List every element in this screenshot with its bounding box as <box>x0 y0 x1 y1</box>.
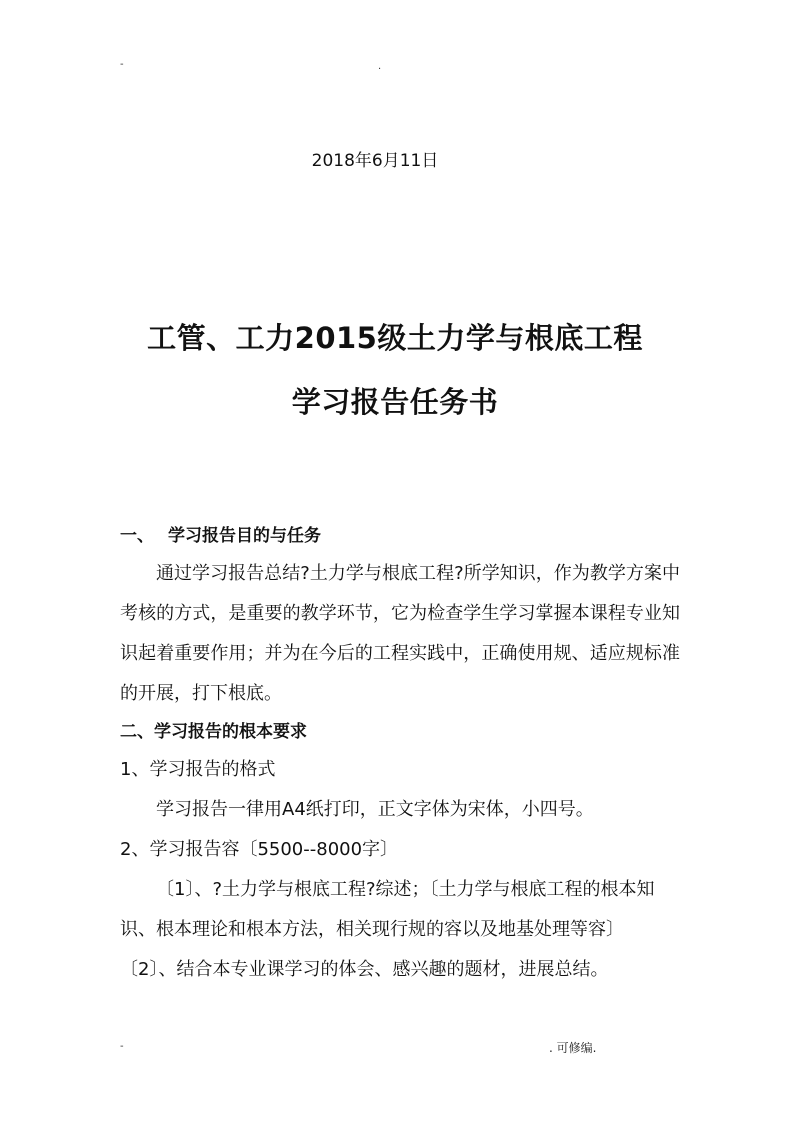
section2-item1-heading: 1、学习报告的格式 <box>120 759 276 780</box>
section1-paragraph: 通过学习报告总结?土力学与根底工程?所学知识，作为教学方案中考核的方式，是重要的教学环节，它为检查学生学习掌握本课程专业知识起着重要作用；并为在今后的工程实践中，正确使用规、适应规标准的开展，打下根底。 <box>120 563 680 704</box>
footer-text: . 可修编. <box>549 1041 597 1055</box>
document-title-line1: 工管、工力2015级土力学与根底工程 <box>147 321 643 355</box>
header-mark-center: . <box>378 61 382 72</box>
section1-number: 一、 <box>120 526 154 546</box>
section1-title: 学习报告目的与任务 <box>168 526 321 546</box>
section1-heading <box>120 518 680 554</box>
document-body <box>120 518 680 990</box>
section2-item1-text: 学习报告一律用A4纸打印，正文字体为宋体，小四号。 <box>156 799 594 820</box>
section2-item2-heading: 2、学习报告容〔5500--8000字〕 <box>120 839 399 860</box>
section2-item2-sub2: 〔2〕、结合本专业课学习的体会、感兴趣的题材，进展总结。 <box>120 959 609 980</box>
footer-mark-left: - <box>120 1041 124 1052</box>
header-mark-left: - <box>120 59 124 70</box>
document-date: 2018年6月11日 <box>311 151 439 171</box>
document-title-line2: 学习报告任务书 <box>291 385 499 419</box>
section2-item2-sub1: 〔1〕、?土力学与根底工程?综述；〔土力学与根底工程的根本知识、根本理论和根本方法，相关现行规的容以及地基处理等容〕 <box>120 879 655 940</box>
section2-heading: 二、学习报告的根本要求 <box>120 722 307 742</box>
